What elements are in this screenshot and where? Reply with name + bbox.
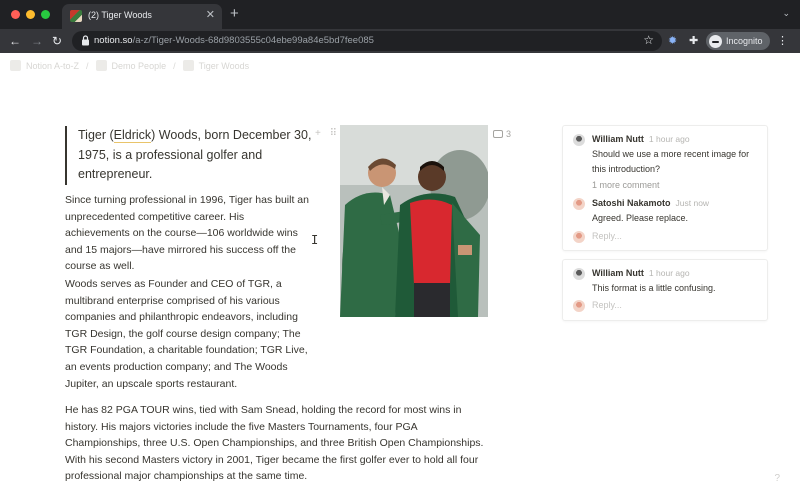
browser-menu-icon[interactable]: ⋮	[777, 35, 788, 47]
comment-time: 1 hour ago	[648, 134, 690, 144]
comment-text: This format is a little confusing.	[592, 283, 716, 293]
page-icon	[183, 60, 194, 71]
people-icon	[96, 60, 107, 71]
tiger-woods-photo[interactable]	[340, 125, 488, 317]
tab-title: (2) Tiger Woods	[88, 10, 152, 20]
text-cursor-icon: I	[311, 233, 319, 247]
maximize-window-button[interactable]	[41, 10, 50, 19]
comment-thread	[562, 259, 768, 321]
address-bar[interactable]	[72, 31, 662, 51]
breadcrumb-label: Demo People	[111, 60, 167, 71]
comment-text: Should we use a more recent image for this introduction?	[592, 149, 750, 174]
breadcrumb-item-demo-people[interactable]	[96, 60, 167, 71]
quote-block[interactable]	[65, 126, 315, 185]
back-icon[interactable]: ←	[9, 34, 21, 48]
minimize-window-button[interactable]	[26, 10, 35, 19]
author-name: Satoshi Nakamoto	[592, 198, 671, 208]
paragraph-career[interactable]: Since turning professional in 1996, Tiger has built an unprecedented competitive career. His achievements on the course—106 worldwide wins and 15 majors—have mirrored his success off the course as well.	[65, 194, 309, 273]
tab-close-icon[interactable]: ✕	[205, 9, 215, 21]
paragraph-pga[interactable]: He has 82 PGA TOUR wins, tied with Sam Snead, holding the record for most wins in history. His majors victories include the five Masters Tournaments, four PGA Championships, three U.S. Open Championships, and three British Open Championships. With his second Masters victory in 2001, Tiger became the first golfer ever to hold all four professional major championships at the same time.	[65, 404, 484, 483]
lock-icon	[81, 35, 90, 46]
avatar	[573, 300, 585, 312]
paragraph-tgr[interactable]: Woods serves as Founder and CEO of TGR, a multibrand enterprise comprised of his various companies and philanthropic endeavors, including TGR Design, the golf course design company; The TGR Foundation, a charitable foundation; TGR Live, an events production company; and The Woods Jupiter, an upscale sports restaurant.	[65, 278, 308, 390]
incognito-label: Incognito	[726, 36, 763, 46]
comment-thread	[562, 125, 768, 251]
breadcrumb-separator: /	[173, 60, 176, 71]
incognito-profile-button[interactable]	[706, 32, 770, 50]
breadcrumb-item-notion-a-to-z[interactable]	[10, 60, 79, 71]
breadcrumb	[10, 60, 249, 71]
bookmark-star-icon[interactable]: ☆	[643, 33, 654, 47]
browser-tab-bar	[0, 0, 800, 29]
browser-toolbar	[0, 29, 800, 53]
breadcrumb-item-tiger-woods[interactable]	[183, 60, 250, 71]
incognito-icon	[709, 35, 722, 48]
avatar	[573, 134, 585, 146]
author-name: William Nutt	[592, 268, 644, 278]
photo-illustration	[340, 125, 488, 317]
notion-page-icon	[10, 60, 21, 71]
tab-search-icon[interactable]: ⌄	[782, 8, 790, 18]
help-icon[interactable]: ?	[774, 473, 780, 484]
comment-author	[592, 268, 690, 278]
comment-author	[592, 134, 690, 144]
avatar	[573, 198, 585, 210]
comment-text: Agreed. Please replace.	[592, 213, 689, 223]
avatar	[573, 268, 585, 280]
commented-text[interactable]: Eldrick	[113, 128, 152, 142]
quote-text-end: ) Woods, born December 30, 1975, is a professional golfer and entrepreneur.	[78, 128, 312, 181]
reply-input[interactable]: Reply...	[592, 231, 622, 241]
breadcrumb-label: Notion A-to-Z	[26, 60, 80, 71]
more-comments-link[interactable]: 1 more comment	[592, 180, 660, 190]
comment-author	[592, 198, 709, 208]
reload-icon[interactable]: ↻	[52, 34, 63, 48]
breadcrumb-separator: /	[86, 60, 89, 71]
breadcrumb-label: Tiger Woods	[198, 60, 250, 71]
extension-icon[interactable]: ✹	[668, 35, 678, 47]
comment-count: 3	[506, 129, 512, 139]
forward-icon[interactable]: →	[31, 34, 43, 48]
url-host: notion.so	[94, 35, 133, 46]
quote-text-start: Tiger (	[78, 128, 114, 142]
comment-time: 1 hour ago	[648, 268, 690, 278]
browser-tab[interactable]	[62, 4, 222, 29]
url-path: /a-z/Tiger-Woods-68d9803555c04ebe99a84e5bd7fee085	[132, 35, 374, 46]
close-window-button[interactable]	[11, 10, 20, 19]
comment-time: Just now	[675, 198, 710, 208]
avatar	[573, 231, 585, 243]
comment-count-button[interactable]	[493, 129, 511, 139]
block-drag-handle-icon[interactable]: + ⠿	[315, 128, 340, 139]
reply-input[interactable]: Reply...	[592, 300, 622, 310]
new-tab-button[interactable]: +	[230, 5, 239, 22]
tab-favicon-icon	[70, 10, 82, 22]
author-name: William Nutt	[592, 134, 644, 144]
url-text	[94, 35, 374, 46]
extensions-puzzle-icon[interactable]: ✚	[689, 35, 699, 47]
comment-icon	[493, 130, 503, 138]
